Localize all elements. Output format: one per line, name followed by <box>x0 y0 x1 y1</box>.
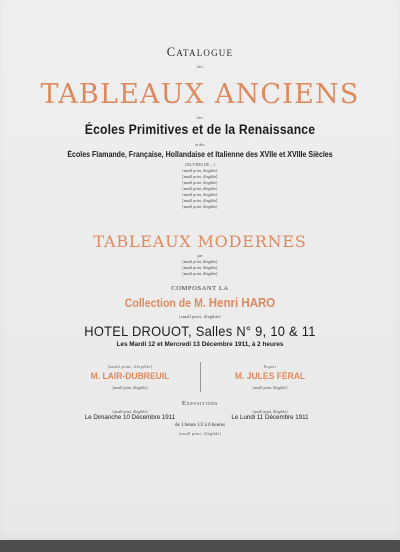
artist-list-line: [small print, illegible] <box>182 181 218 185</box>
des-label-1: des <box>196 64 204 69</box>
public-viewing-date: Le Lundi 11 Décembre 1911 <box>231 414 309 421</box>
artist-list-line: [small print, illegible] <box>182 169 218 173</box>
expert-address: [small print, illegible] <box>252 385 288 390</box>
schools-heading: Écoles Primitives et de la Renaissance <box>84 122 316 137</box>
artist-list-line: [small print, illegible] <box>182 175 218 179</box>
sale-line: [small print, illegible] <box>179 314 221 319</box>
modern-artist-line: [small print, illegible] <box>182 266 218 270</box>
venue: HOTEL DROUOT, Salles N° 9, 10 & 11 <box>84 323 316 339</box>
collection-heading <box>16 296 384 310</box>
modern-title: TABLEAUX MODERNES <box>93 232 307 251</box>
collector-name: Henri HARO <box>208 296 276 310</box>
sale-dates: Les Mardi 12 et Mercredi 13 Décembre 1911, à 2 heures <box>116 341 284 348</box>
expert-role: Expert <box>263 364 277 369</box>
artists-intro: [ŒUVRES DE ...] <box>185 162 215 167</box>
auctioneer-name: M. LAIR-DUBREUIL <box>90 371 170 381</box>
et-des-label: et des <box>195 142 205 147</box>
schools-subheading: Écoles Flamande, Française, Hollandaise et Italienne des XVIIe et XVIIIe Siècles <box>67 150 333 159</box>
par-label: par <box>197 253 203 258</box>
modern-artist-line: [small print, illegible] <box>182 272 218 276</box>
expert-name: M. JULES FÉRAL <box>234 371 306 381</box>
auctioneer-address: [small print, illegible] <box>112 385 148 390</box>
catalogue-heading: Catalogue <box>166 45 234 59</box>
column-divider <box>200 362 201 392</box>
viewing-hours: de 1 heure 1/2 à 6 heures <box>175 423 225 428</box>
main-title: TABLEAUX ANCIENS <box>40 79 360 110</box>
expositions-heading: Expositions <box>181 400 219 407</box>
auctioneer-role: [small print, illegible] <box>107 364 153 369</box>
artist-list-line: [small print, illegible] <box>182 193 218 197</box>
public-viewing-label: [small print, illegible] <box>252 409 288 414</box>
modern-artist-line: [small print, illegible] <box>182 260 218 264</box>
artist-list-line: [small print, illegible] <box>182 199 218 203</box>
des-label-2: des <box>196 115 204 120</box>
artist-list-line: [small print, illegible] <box>182 187 218 191</box>
composant-label: COMPOSANT LA <box>171 285 229 292</box>
collection-prefix: Collection de M. <box>124 298 206 310</box>
private-viewing-label: [small print, illegible] <box>112 409 148 414</box>
private-viewing-date: Le Dimanche 10 Décembre 1911 <box>84 414 176 421</box>
artist-list-line: [small print, illegible] <box>182 205 218 209</box>
entrance-line: [small print, illegible] <box>178 431 222 436</box>
